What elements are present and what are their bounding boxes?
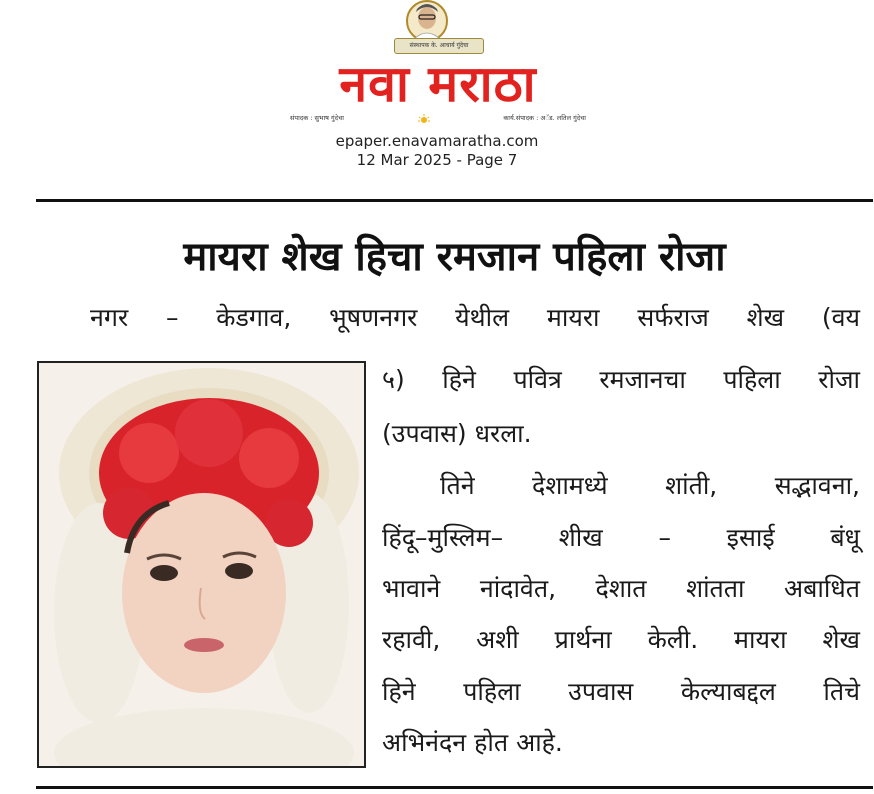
article-line: तिने देशामध्ये शांती, सद्भावना,	[440, 471, 860, 500]
top-rule	[36, 199, 873, 202]
article-line: हिने पहिला उपवास केल्याबद्दल तिचे	[382, 677, 860, 706]
article-line: (उपवास) धरला.	[382, 419, 532, 448]
article-line: हिंदू–मुस्लिम– शीख – इसाई बंधू	[382, 523, 860, 552]
source-url: epaper.enavamaratha.com	[335, 132, 539, 150]
article-headline: मायरा शेख हिचा रमजान पहिला रोजा	[183, 234, 726, 280]
date-page: 12 Mar 2025 - Page 7	[356, 151, 518, 169]
editor-strip	[290, 113, 586, 124]
newspaper-name: नवा मराठा	[339, 55, 537, 113]
executive-editor-credit: कार्य.संपादक : अॅड. लतिल गुंदेचा	[503, 114, 586, 122]
sun-emblem-icon	[418, 114, 430, 123]
article-line: ५) हिने पवित्र रमजानचा पहिला रोजा	[382, 365, 860, 394]
newspaper-masthead	[286, 0, 590, 130]
article-line: रहावी, अशी प्रार्थना केली. मायरा शेख	[382, 625, 860, 654]
article-photo	[37, 361, 366, 768]
article-line: भावाने नांदावेत, देशात शांतता अबाधित	[382, 574, 860, 603]
article-line: नगर – केडगाव, भूषणनगर येथील मायरा सर्फराज शेख (वय	[90, 303, 860, 332]
founder-ribbon: संस्थापक के. आचार्य गुंदेचा	[394, 38, 484, 54]
article-line: अभिनंदन होत आहे.	[382, 728, 563, 757]
editor-credit: संपादक : सुभाष गुंदेचा	[290, 114, 344, 122]
bottom-rule	[36, 786, 873, 789]
